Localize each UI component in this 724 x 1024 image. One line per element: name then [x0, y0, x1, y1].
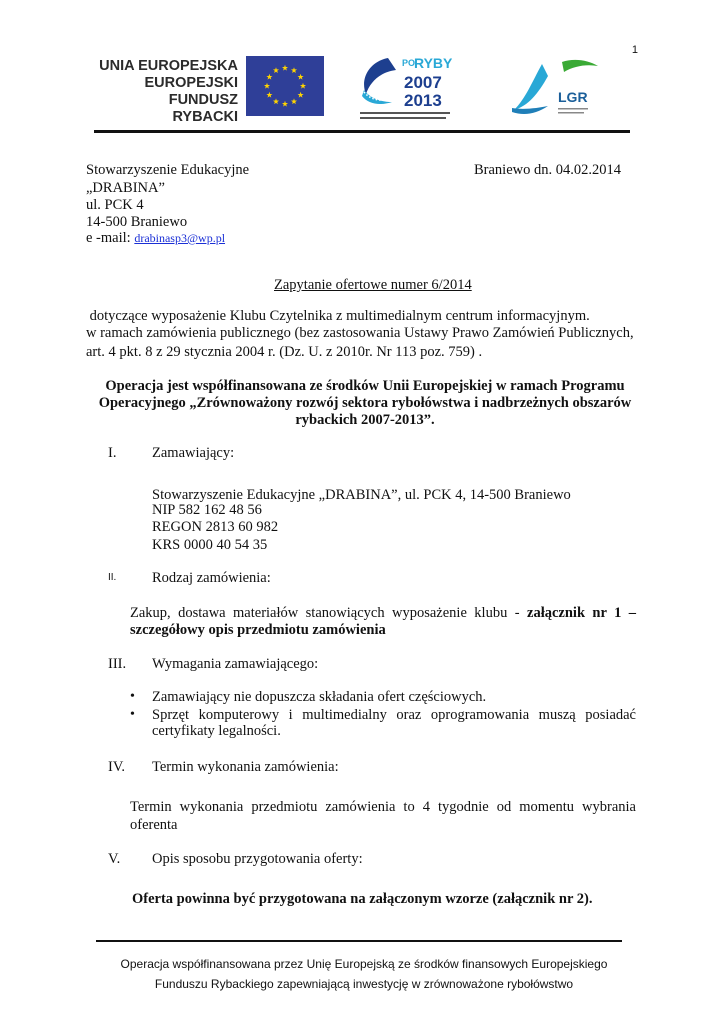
requirement-2-line-2: certyfikaty legalności. — [152, 723, 281, 739]
section-2-text-line-1 — [130, 604, 636, 622]
sender-name-2: „DRABINA” — [86, 180, 165, 196]
sender-city: 14-500 Braniewo — [86, 214, 188, 230]
orderer-krs: KRS 0000 40 54 35 — [152, 537, 268, 553]
section-5-number: V. — [108, 851, 121, 867]
poryby-logo — [358, 52, 454, 124]
poryby-ryby-text: RYBY — [414, 55, 453, 71]
bullet-1-icon: • — [130, 689, 135, 704]
deadline-line-1: Termin wykonania przedmiotu zamówienia to 4 tygodnie od momentu wybrania — [130, 799, 636, 815]
lgr-logo — [502, 54, 606, 122]
place-date: Braniewo dn. 04.02.2014 — [474, 162, 621, 178]
orderer-regon: REGON 2813 60 982 — [152, 519, 279, 535]
eu-fund-text-logo — [82, 58, 238, 126]
bullet-2-icon: • — [130, 707, 135, 722]
section-2-number: II. — [108, 572, 117, 583]
section-1-heading: Zamawiający: — [152, 445, 235, 461]
section-2-heading: Rodzaj zamówienia: — [152, 570, 271, 586]
cofinancing-line-2: Operacyjnego „Zrównoważony rozwój sektora rybołówstwa i nadbrzeżnych obszarów — [98, 395, 632, 411]
cofinancing-line-1: Operacja jest współfinansowana ze środków Unii Europejskiej w ramach Programu — [105, 378, 625, 394]
cofinancing-line-3: rybackich 2007-2013”. — [295, 412, 435, 428]
section-3-number: III. — [108, 656, 127, 672]
eu-text-line-3: RYBACKI — [172, 109, 238, 125]
intro-line-2: w ramach zamówienia publicznego (bez zastosowania Ustawy Prawo Zamówień Publicznych, — [86, 325, 634, 341]
section-5-heading: Opis sposobu przygotowania oferty: — [152, 851, 363, 867]
poryby-2013-text: 2013 — [404, 91, 442, 110]
orderer-line-1: Stowarzyszenie Edukacyjne „DRABINA”, ul. PCK 4, 14-500 Braniewo — [152, 487, 571, 503]
page-number: 1 — [631, 44, 638, 56]
order-type-text: Zakup, dostawa materiałów stanowiących wyposażenie klubu - — [130, 605, 520, 621]
eu-flag-icon — [246, 56, 324, 116]
footer-divider — [96, 940, 622, 942]
poryby-po-text: PO — [402, 58, 416, 68]
eu-text-line-1: UNIA EUROPEJSKA — [99, 58, 238, 74]
section-3-heading: Wymagania zamawiającego: — [152, 656, 319, 672]
email-label: e -mail: — [86, 230, 131, 246]
requirement-2-line-1: Sprzęt komputerowy i multimedialny oraz oprogramowania muszą posiadać — [152, 707, 636, 723]
sender-name: Stowarzyszenie Edukacyjne — [86, 162, 250, 178]
orderer-nip: NIP 582 162 48 56 — [152, 502, 262, 518]
offer-preparation-text: Oferta powinna być przygotowana na załączonym wzorze (załącznik nr 2). — [132, 891, 593, 907]
sender-street: ul. PCK 4 — [86, 197, 144, 213]
footer-line-1: Operacja współfinansowana przez Unię Europejską ze środków finansowych Europejskiego — [120, 957, 608, 971]
section-4-heading: Termin wykonania zamówienia: — [152, 759, 339, 775]
footer-text — [96, 954, 632, 994]
requirement-1: Zamawiający nie dopuszcza składania ofert częściowych. — [152, 689, 487, 705]
document-title: Zapytanie ofertowe numer 6/2014 — [274, 277, 472, 293]
footer-line-2: Funduszu Rybackiego zapewniającą inwestycję w zrównoważone rybołówstwo — [154, 977, 574, 991]
header-divider — [94, 130, 630, 133]
intro-line-3: art. 4 pkt. 8 z 29 stycznia 2004 r. (Dz. U. z 2010r. Nr 113 poz. 759) . — [86, 344, 483, 360]
deadline-line-2: oferenta — [130, 817, 178, 833]
sender-email-line — [86, 229, 225, 247]
intro-line-1: dotyczące wyposażenie Klubu Czytelnika z multimedialnym centrum informacyjnym. — [86, 308, 590, 324]
attachment-1-ref: załącznik nr 1 – — [527, 605, 637, 621]
poryby-2007-text: 2007 — [404, 73, 442, 92]
attachment-1-desc: szczegółowy opis przedmiotu zamówienia — [130, 622, 386, 638]
section-4-number: IV. — [108, 759, 126, 775]
email-link[interactable]: drabinasp3@wp.pl — [134, 231, 226, 245]
lgr-text: LGR — [558, 89, 588, 105]
section-1-number: I. — [108, 445, 117, 461]
eu-text-line-2: EUROPEJSKI FUNDUSZ — [144, 75, 238, 108]
